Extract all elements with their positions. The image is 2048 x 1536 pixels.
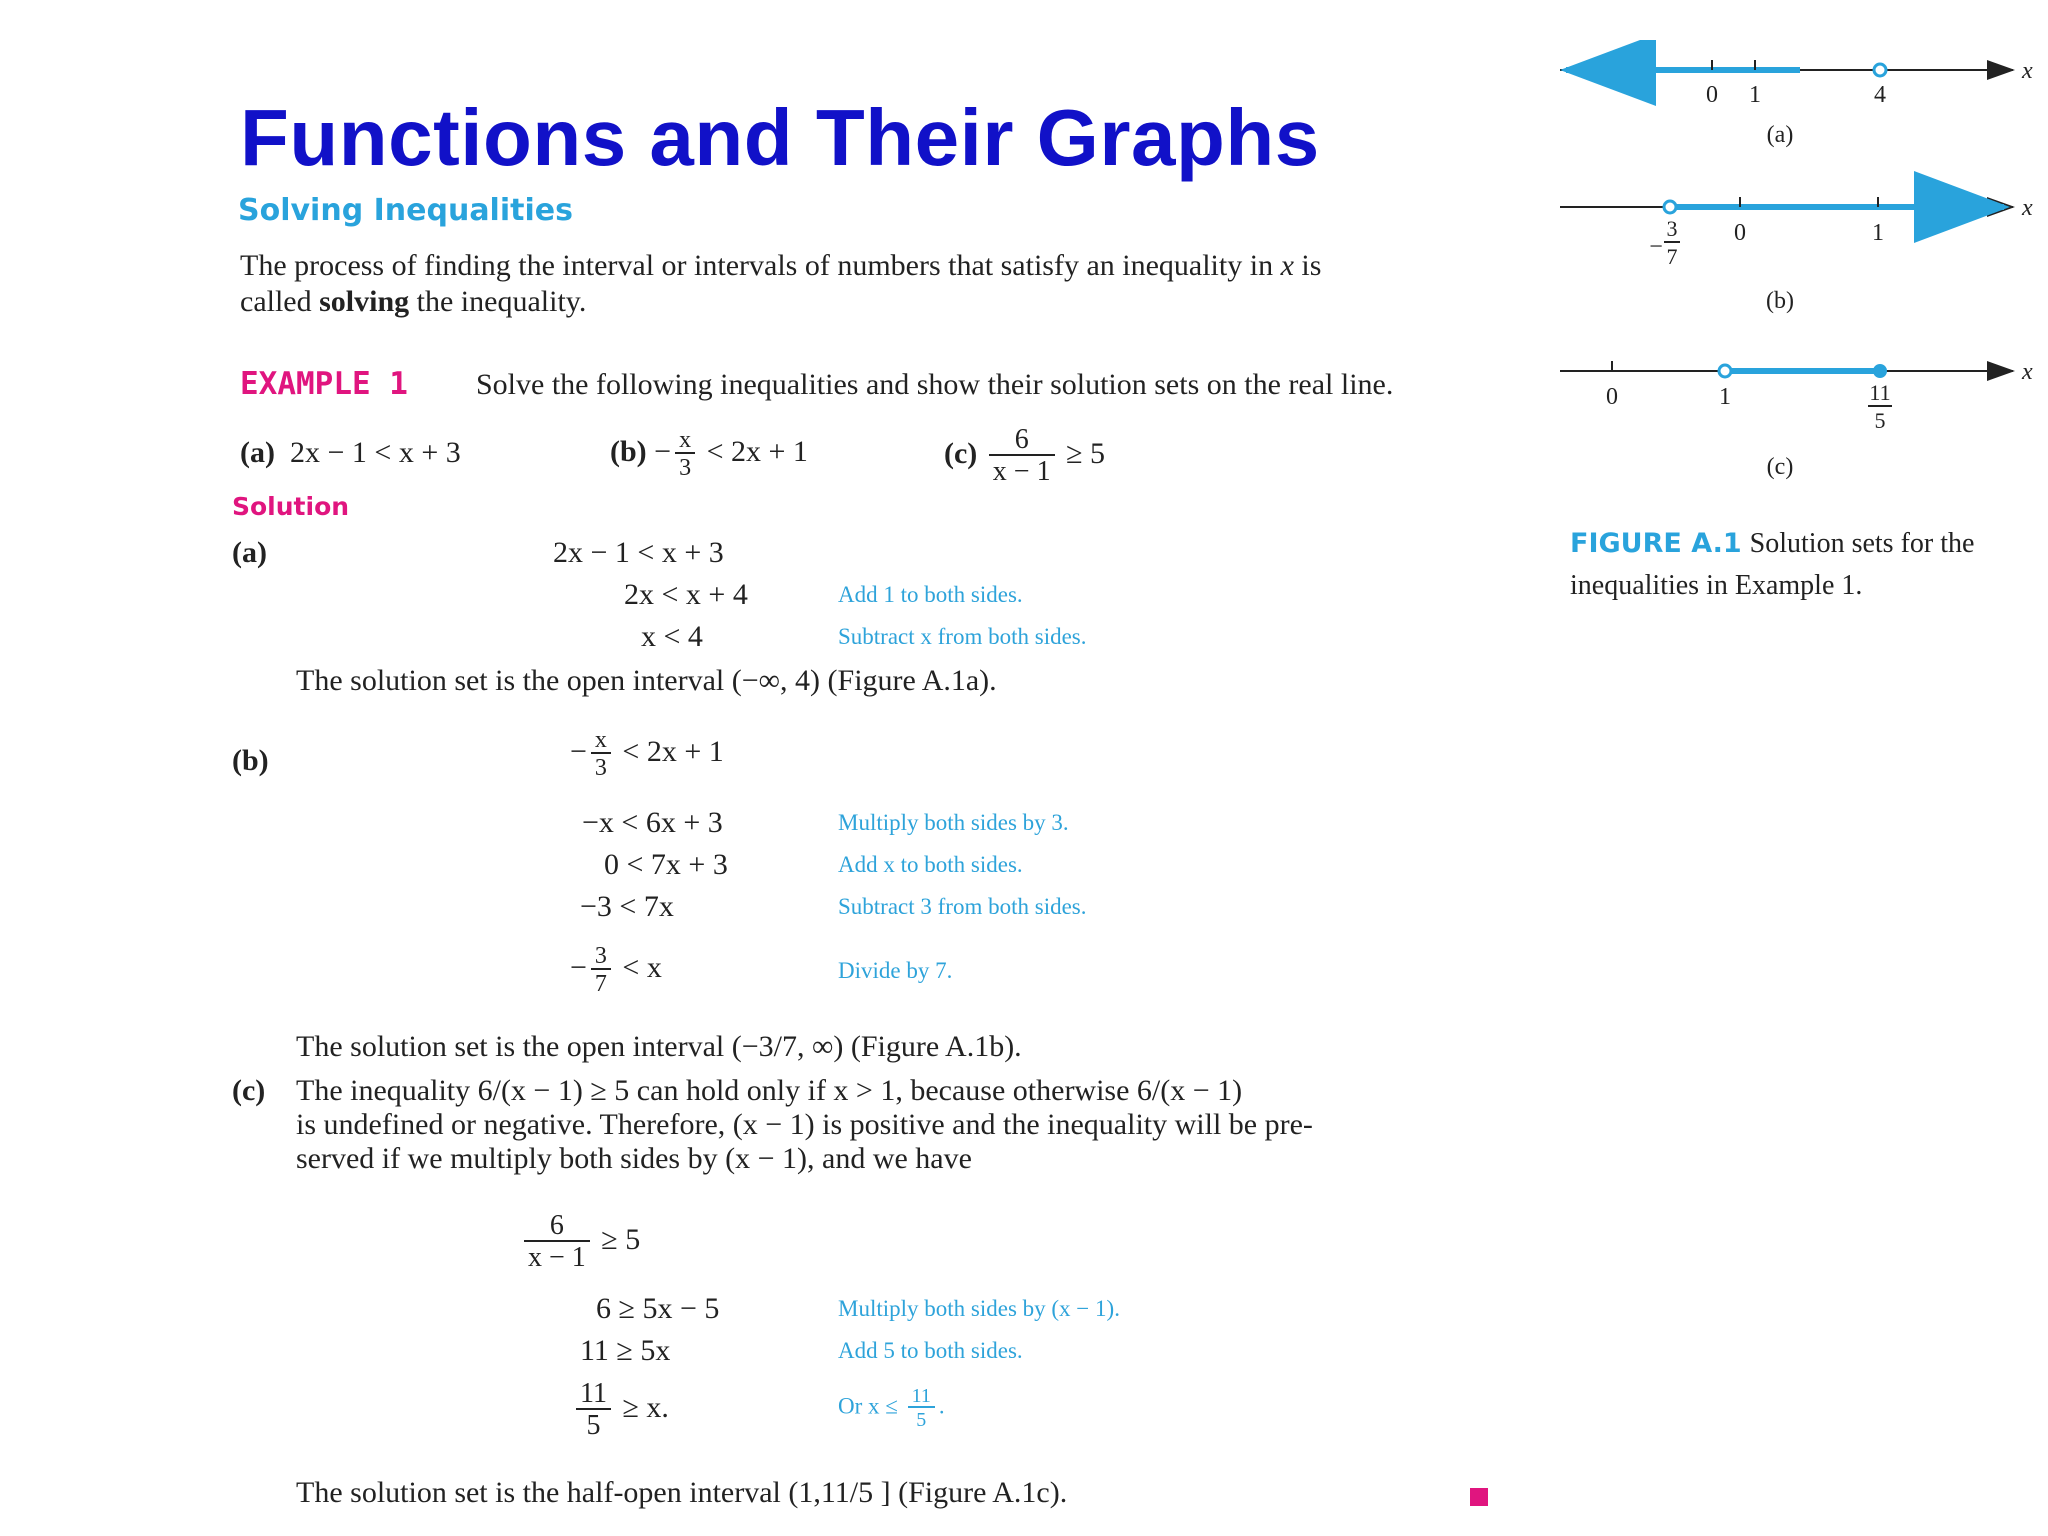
part-label: (b) [610, 434, 647, 468]
step-expr: −3 < 7x [580, 890, 674, 923]
tick-label: 1 [1872, 220, 1884, 246]
tick-label: 0 [1706, 82, 1718, 108]
panel-tag: (c) [1766, 454, 1794, 480]
axis-var-label: x [2022, 359, 2033, 385]
solution-part-b-label: (b) [232, 744, 269, 777]
fraction: $\frac{6}{x - 1}$ [524, 1212, 590, 1272]
axis-var-label: x [2022, 58, 2033, 84]
solution-part-c-label: (c) [232, 1074, 266, 1107]
solution-c-conclusion: The solution set is the half-open interval (1,11/5 ] (Figure A.1c). [296, 1476, 1068, 1509]
step-expr: $\frac{6}{x - 1}$ ≥ 5 [520, 1212, 640, 1272]
step-note: Add x to both sides. [838, 852, 1023, 877]
tick-label-num: 3 [1666, 216, 1678, 241]
panel-tag: (a) [1766, 122, 1794, 148]
intro-var: x [1280, 249, 1294, 282]
fraction: $\frac{x}{3}$ [591, 728, 611, 780]
step-note: Multiply both sides by (x − 1). [838, 1296, 1120, 1321]
tick-label-num: 11 [1869, 380, 1891, 405]
figure-label: FIGURE A.1 [1570, 528, 1742, 559]
intro-bold-term: solving [319, 285, 410, 318]
inequality-expr: < 2x + 1 [706, 434, 808, 468]
number-line-c [1560, 359, 2033, 480]
intro-text-2: is [1301, 249, 1322, 282]
caption-text-1: Solution sets for the [1749, 528, 1975, 559]
example-label: EXAMPLE 1 [240, 366, 408, 402]
step-note: Multiply both sides by 3. [838, 810, 1069, 835]
step-expr: − $\frac{x}{3}$ < 2x + 1 [570, 727, 724, 781]
fraction: $\frac{x}{3}$ [675, 428, 695, 480]
axis-var-label: x [2022, 195, 2033, 221]
step-expr: x < 4 [641, 620, 703, 653]
step-note: Subtract x from both sides. [838, 624, 1087, 649]
step-expr: 6 ≥ 5x − 5 [596, 1292, 720, 1325]
example-statement: Solve the following inequalities and show their solution sets on the real line. [476, 368, 1394, 401]
tick-label: 0 [1734, 220, 1746, 246]
open-endpoint [1664, 201, 1676, 213]
fraction: $\frac{6}{x - 1}$ [989, 426, 1055, 486]
solution-c-text-3: served if we multiply both sides by (x − 1), and we have [296, 1142, 972, 1175]
solution-c-text-1: The inequality 6/(x − 1) ≥ 5 can hold only if x > 1, because otherwise 6/(x − 1) [296, 1074, 1243, 1107]
tick-label-den: 5 [1874, 408, 1886, 433]
open-endpoint [1719, 365, 1731, 377]
end-of-example-marker [1470, 1488, 1488, 1506]
step-expr: $\frac{11}{5}$ ≥ x. [572, 1380, 669, 1440]
open-endpoint [1874, 64, 1886, 76]
step-note: Add 5 to both sides. [838, 1338, 1023, 1363]
step-note: Or x ≤ $\frac{11}{5}$ . [838, 1385, 945, 1431]
fraction: $\frac{3}{7}$ [591, 944, 611, 996]
number-line-b [1560, 195, 2033, 314]
tick-label: 4 [1874, 82, 1886, 108]
solution-part-a-label: (a) [232, 536, 267, 569]
tick-label-den: 7 [1666, 244, 1678, 269]
figure-caption [1570, 528, 1974, 560]
tick-label: 0 [1606, 384, 1618, 410]
fraction: $\frac{11}{5}$ [908, 1386, 935, 1430]
intro-text-3: called [240, 285, 312, 318]
step-expr: 2x < x + 4 [624, 578, 748, 611]
inequality-expr: 2x − 1 < x + 3 [289, 436, 461, 469]
figure-a1-number-lines [1560, 40, 2040, 520]
fraction: $\frac{11}{5}$ [576, 1380, 611, 1440]
page-title: Functions and Their Graphs [240, 93, 1320, 182]
minus-sign: − [1649, 234, 1663, 260]
step-expr: − $\frac{3}{7}$ < x [570, 943, 662, 997]
panel-tag: (b) [1766, 288, 1794, 314]
section-heading: Solving Inequalities [238, 193, 573, 228]
caption-text-2: inequalities in Example 1. [1570, 570, 1863, 601]
closed-endpoint [1874, 365, 1886, 377]
part-label: (a) [240, 436, 275, 469]
step-expr: 0 < 7x + 3 [604, 848, 728, 881]
step-note: Divide by 7. [838, 958, 953, 983]
step-note: Subtract 3 from both sides. [838, 894, 1087, 919]
step-expr: −x < 6x + 3 [582, 806, 723, 839]
tick-label: 1 [1719, 384, 1731, 410]
inequality-expr: ≥ 5 [1066, 436, 1106, 470]
solution-a-conclusion: The solution set is the open interval (−∞, 4) (Figure A.1a). [296, 664, 997, 697]
solution-label: Solution [232, 492, 350, 521]
part-label: (c) [944, 436, 978, 470]
example-part-a [240, 436, 461, 470]
tick-label: 1 [1749, 82, 1761, 108]
step-expr: 2x − 1 < x + 3 [553, 536, 724, 569]
number-line-a [1560, 58, 2033, 148]
intro-text-4: the inequality. [416, 285, 587, 318]
intro-text-1: The process of finding the interval or intervals of numbers that satisfy an inequality in [240, 249, 1274, 282]
step-expr: 11 ≥ 5x [580, 1334, 671, 1367]
solution-b-conclusion: The solution set is the open interval (−3/7, ∞) (Figure A.1b). [296, 1030, 1022, 1063]
step-note: Add 1 to both sides. [838, 582, 1023, 607]
solution-c-text-2: is undefined or negative. Therefore, (x − 1) is positive and the inequality will be pre- [296, 1108, 1313, 1141]
intro-paragraph [240, 248, 1510, 320]
example-part-c [944, 426, 1105, 486]
example-part-b: (b) − $\frac{x}{3}$ < 2x + 1 [610, 427, 808, 481]
